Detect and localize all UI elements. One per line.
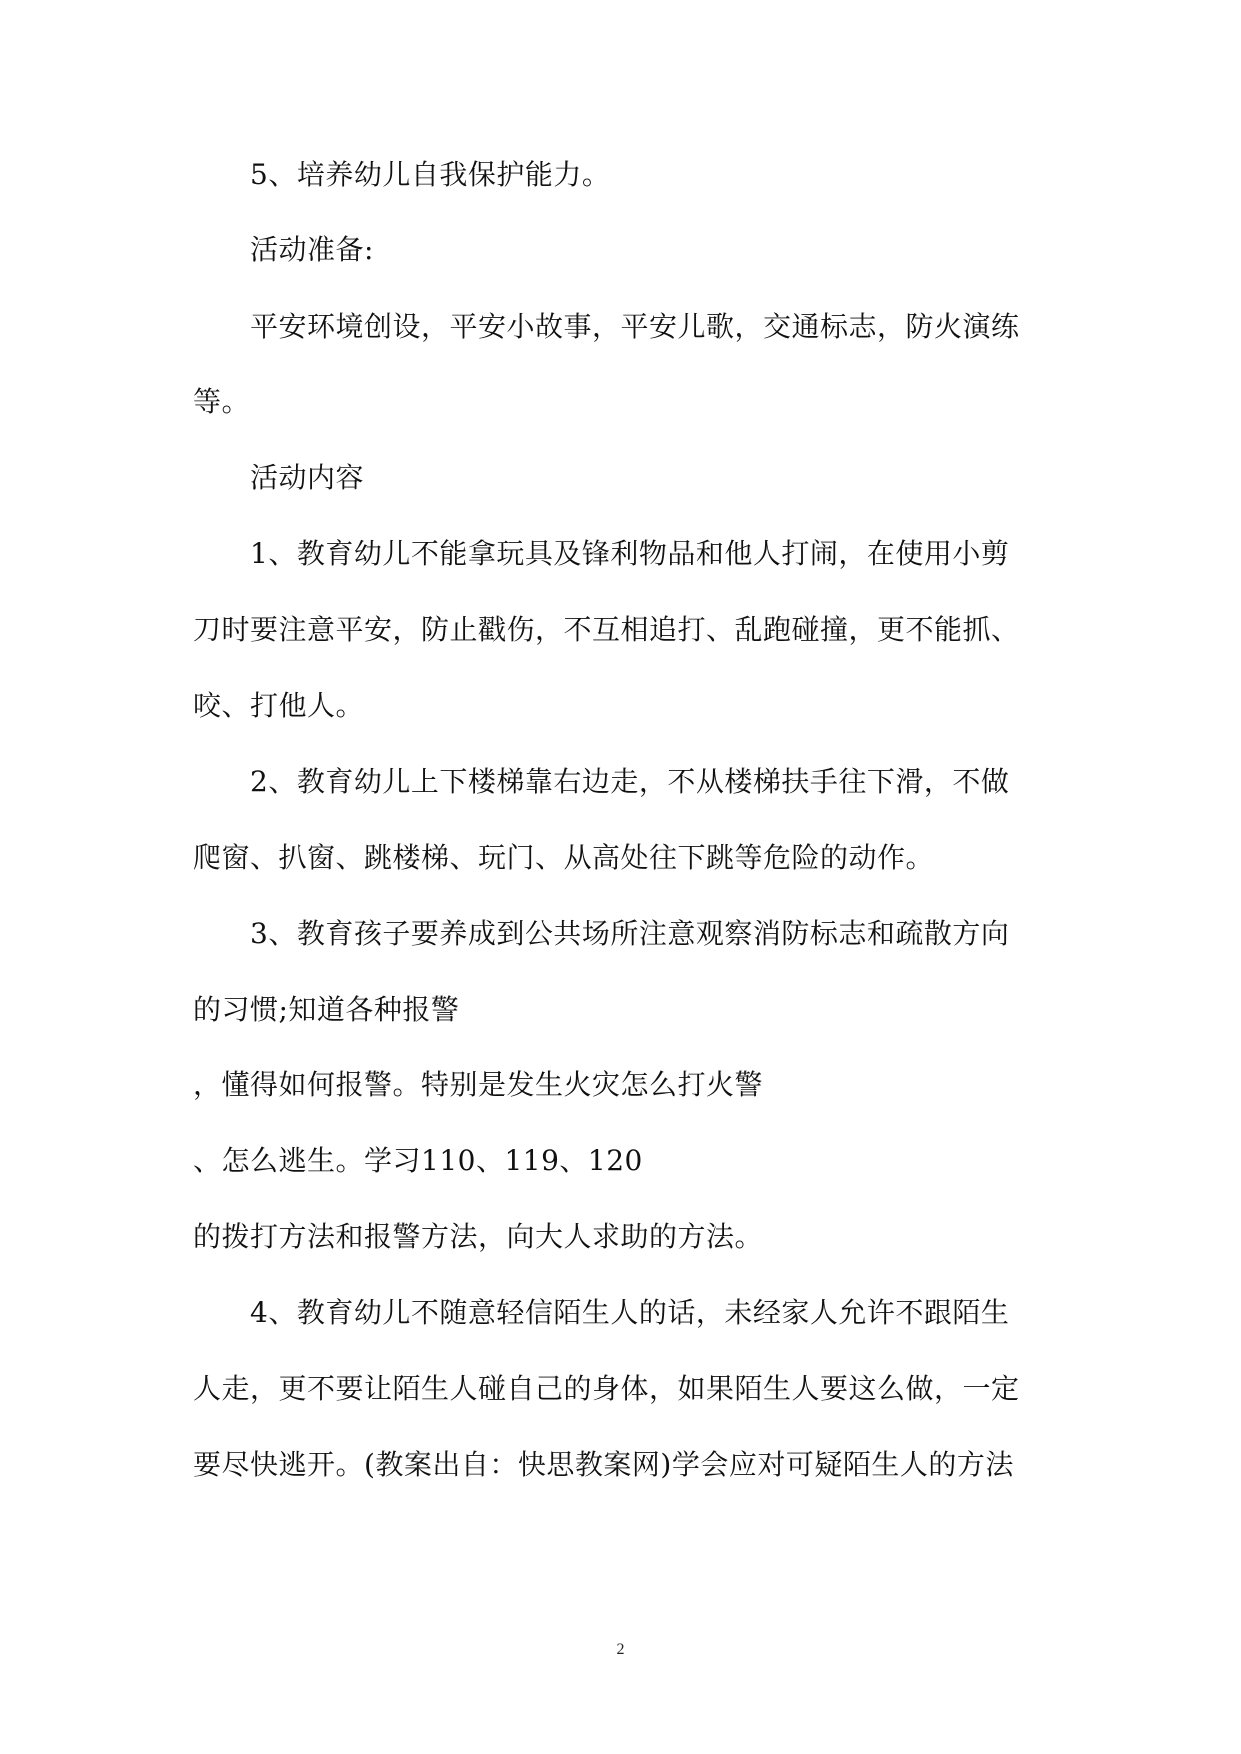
text-line-5: 活动内容 <box>250 461 365 494</box>
text-line-6: 1、教育幼儿不能拿玩具及锋利物品和他人打闹，在使用小剪 <box>250 537 1010 570</box>
text-line-15: 的拨打方法和报警方法，向大人求助的方法。 <box>193 1220 764 1253</box>
text-line-17: 人走，更不要让陌生人碰自己的身体，如果陌生人要这么做，一定 <box>193 1372 1020 1405</box>
text-line-10: 爬窗、扒窗、跳楼梯、玩门、从高处往下跳等危险的动作。 <box>193 841 935 874</box>
page-number: 2 <box>616 1641 625 1658</box>
text-line-2: 活动准备: <box>250 233 374 266</box>
text-line-13: ，懂得如何报警。特别是发生火灾怎么打火警 <box>193 1068 764 1101</box>
text-line-18: 要尽快逃开。(教案出自：快思教案网)学会应对可疑陌生人的方法 <box>193 1448 1014 1481</box>
text-line-3: 平安环境创设，平安小故事，平安儿歌，交通标志，防火演练 <box>250 310 1020 343</box>
text-line-11: 3、教育孩子要养成到公共场所注意观察消防标志和疏散方向 <box>250 917 1010 950</box>
text-line-16: 4、教育幼儿不随意轻信陌生人的话，未经家人允许不跟陌生 <box>250 1296 1010 1329</box>
text-line-12: 的习惯;知道各种报警 <box>193 993 460 1026</box>
text-line-14: 、怎么逃生。学习110、119、120 <box>193 1144 643 1177</box>
text-line-9: 2、教育幼儿上下楼梯靠右边走，不从楼梯扶手往下滑，不做 <box>250 765 1010 798</box>
text-line-7: 刀时要注意平安，防止戳伤，不互相追打、乱跑碰撞，更不能抓、 <box>193 613 1020 646</box>
text-line-8: 咬、打他人。 <box>193 689 365 722</box>
text-line-4: 等。 <box>193 385 251 418</box>
text-line-1: 5、培养幼儿自我保护能力。 <box>250 158 611 191</box>
